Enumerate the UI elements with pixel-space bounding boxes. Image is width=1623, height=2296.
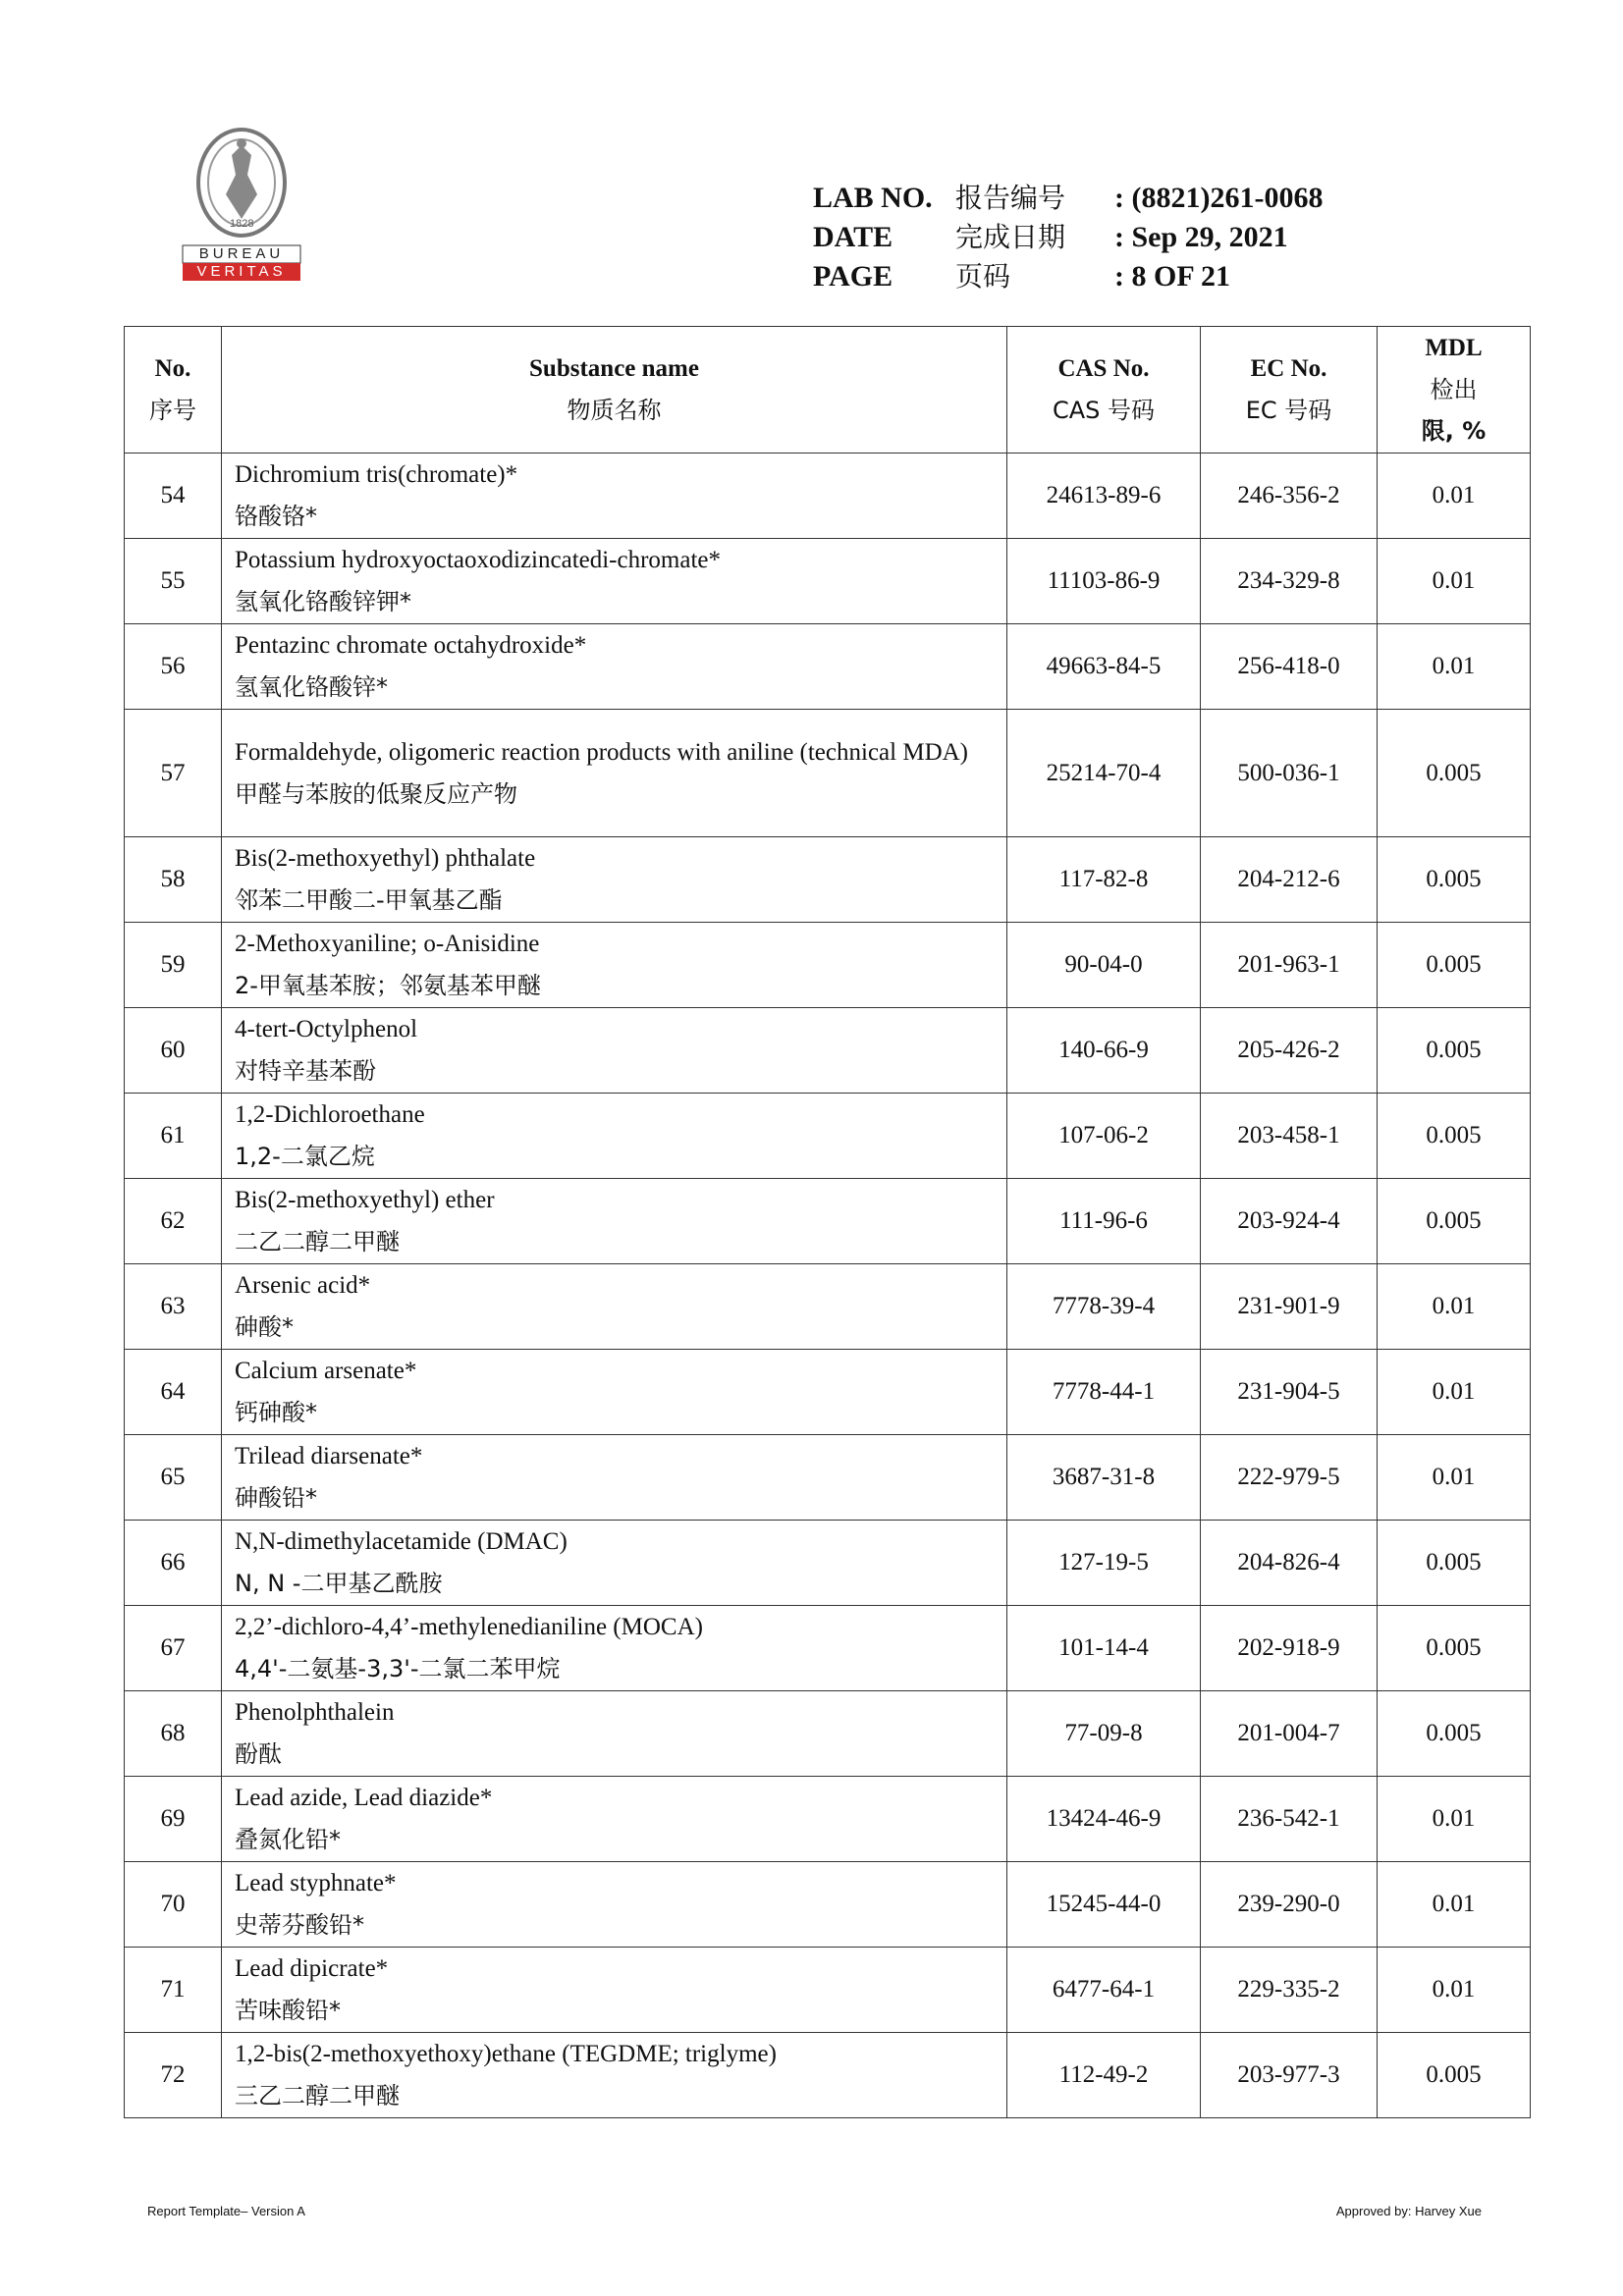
mdl-value: 0.005: [1378, 1606, 1531, 1691]
table-row: [125, 1691, 1531, 1777]
substance-name-en: Bis(2-methoxyethyl) ether: [235, 1187, 495, 1213]
date-row: [813, 218, 1323, 257]
ec-number: 205-426-2: [1201, 1008, 1378, 1094]
table-row: [125, 1350, 1531, 1435]
mdl-value: 0.01: [1378, 1948, 1531, 2033]
ec-number: 203-458-1: [1201, 1094, 1378, 1179]
ec-number: 231-901-9: [1201, 1264, 1378, 1350]
substance-name-cell: [222, 1691, 1007, 1777]
ec-number: 229-335-2: [1201, 1948, 1378, 2033]
substance-name-cell: [222, 1264, 1007, 1350]
cas-number: 140-66-9: [1007, 1008, 1201, 1094]
row-number: 54: [125, 454, 222, 539]
row-number: 61: [125, 1094, 222, 1179]
lab-no-row: [813, 179, 1323, 218]
table-row: [125, 1094, 1531, 1179]
date-value: : Sep 29, 2021: [1114, 221, 1288, 253]
substance-name-en: Potassium hydroxyoctaoxodizincatedi-chromate*: [235, 547, 722, 573]
row-number: 59: [125, 923, 222, 1008]
substance-name-zh: 2-甲氧基苯胺；邻氨基苯甲醚: [235, 972, 541, 999]
substance-name-cell: [222, 1948, 1007, 2033]
substance-name-cell: [222, 1094, 1007, 1179]
substance-name-cell: [222, 539, 1007, 624]
mdl-value: 0.01: [1378, 1862, 1531, 1948]
page-label-zh: 页码: [955, 260, 1011, 293]
date-label: DATE: [813, 221, 893, 253]
lab-no-label-zh: 报告编号: [955, 182, 1066, 214]
row-number: 63: [125, 1264, 222, 1350]
table-row: [125, 1606, 1531, 1691]
row-number: 62: [125, 1179, 222, 1264]
row-number: 70: [125, 1862, 222, 1948]
cas-number: 6477-64-1: [1007, 1948, 1201, 2033]
logo-year: 1828: [230, 218, 254, 230]
ec-number: 231-904-5: [1201, 1350, 1378, 1435]
ec-number: 203-977-3: [1201, 2033, 1378, 2118]
substance-name-cell: [222, 454, 1007, 539]
table-row: [125, 539, 1531, 624]
cas-number: 7778-39-4: [1007, 1264, 1201, 1350]
substance-name-zh: 苦味酸铅*: [235, 1997, 341, 2024]
substance-name-cell: [222, 1008, 1007, 1094]
table-row: [125, 1862, 1531, 1948]
substance-name-en: Lead azide, Lead diazide*: [235, 1785, 493, 1811]
substance-name-cell: [222, 1521, 1007, 1606]
substance-name-cell: [222, 710, 1007, 837]
page-value: : 8 OF 21: [1114, 260, 1231, 293]
mdl-value: 0.005: [1378, 1521, 1531, 1606]
ec-number: 201-004-7: [1201, 1691, 1378, 1777]
row-number: 60: [125, 1008, 222, 1094]
lab-no-value: : (8821)261-0068: [1114, 182, 1324, 214]
header-cas-no: CAS No. CAS 号码: [1007, 327, 1201, 454]
substance-name-zh: 甲醛与苯胺的低聚反应产物: [235, 779, 517, 808]
substance-name-zh: 铬酸铬*: [235, 503, 317, 530]
table-row: [125, 1008, 1531, 1094]
substance-name-en: Pentazinc chromate octahydroxide*: [235, 632, 587, 659]
substance-name-zh: 史蒂芬酸铅*: [235, 1911, 364, 1939]
footer-approved-by: Approved by: Harvey Xue: [1335, 2204, 1482, 2218]
substance-name-en: 1,2-Dichloroethane: [235, 1101, 425, 1128]
cas-number: 15245-44-0: [1007, 1862, 1201, 1948]
substance-name-zh: 1,2-二氯乙烷: [235, 1143, 375, 1170]
header-mdl: MDL 检出 限, %: [1378, 327, 1531, 454]
substance-name-en: N,N-dimethylacetamide (DMAC): [235, 1528, 568, 1555]
ec-number: 246-356-2: [1201, 454, 1378, 539]
cas-number: 13424-46-9: [1007, 1777, 1201, 1862]
ec-number: 234-329-8: [1201, 539, 1378, 624]
ec-number: 500-036-1: [1201, 710, 1378, 837]
substance-name-cell: [222, 1777, 1007, 1862]
date-label-zh: 完成日期: [955, 221, 1066, 253]
substance-name-en: Formaldehyde, oligomeric reaction products with aniline (technical MDA): [235, 738, 968, 766]
header-substance-name: Substance name 物质名称: [222, 327, 1007, 454]
ec-number: 203-924-4: [1201, 1179, 1378, 1264]
substance-name-zh: 氢氧化铬酸锌钾*: [235, 588, 411, 615]
page-row: [813, 257, 1323, 296]
ec-number: 201-963-1: [1201, 923, 1378, 1008]
cas-number: 127-19-5: [1007, 1521, 1201, 1606]
page-label: PAGE: [813, 260, 893, 293]
substance-name-cell: [222, 2033, 1007, 2118]
header-ec-no: EC No. EC 号码: [1201, 327, 1378, 454]
substance-name-cell: [222, 837, 1007, 923]
table-row: [125, 1948, 1531, 2033]
ec-number: 204-212-6: [1201, 837, 1378, 923]
substance-name-cell: [222, 1862, 1007, 1948]
row-number: 58: [125, 837, 222, 923]
row-number: 56: [125, 624, 222, 710]
mdl-value: 0.005: [1378, 1008, 1531, 1094]
substance-name-cell: [222, 923, 1007, 1008]
table-row: [125, 1179, 1531, 1264]
substance-name-en: Dichromium tris(chromate)*: [235, 461, 518, 488]
substance-name-en: Calcium arsenate*: [235, 1358, 417, 1384]
logo-word-top: BUREAU: [198, 245, 285, 262]
substance-name-en: Lead styphnate*: [235, 1870, 397, 1896]
mdl-value: 0.01: [1378, 1435, 1531, 1521]
ec-number: 202-918-9: [1201, 1606, 1378, 1691]
cas-number: 3687-31-8: [1007, 1435, 1201, 1521]
cas-number: 117-82-8: [1007, 837, 1201, 923]
substance-name-en: Phenolphthalein: [235, 1699, 395, 1726]
row-number: 57: [125, 710, 222, 837]
mdl-value: 0.005: [1378, 710, 1531, 837]
cas-number: 107-06-2: [1007, 1094, 1201, 1179]
table-row: [125, 1264, 1531, 1350]
substance-name-zh: 氢氧化铬酸锌*: [235, 673, 388, 701]
row-number: 72: [125, 2033, 222, 2118]
substance-name-zh: 二乙二醇二甲醚: [235, 1228, 400, 1255]
table-row: [125, 1777, 1531, 1862]
substance-name-en: 2,2’-dichloro-4,4’-methylenedianiline (MOCA): [235, 1614, 703, 1640]
mdl-value: 0.01: [1378, 1777, 1531, 1862]
substance-name-cell: [222, 1350, 1007, 1435]
mdl-value: 0.005: [1378, 1691, 1531, 1777]
mdl-value: 0.01: [1378, 539, 1531, 624]
cas-number: 25214-70-4: [1007, 710, 1201, 837]
table-row: [125, 710, 1531, 837]
row-number: 68: [125, 1691, 222, 1777]
table-row: [125, 454, 1531, 539]
table-row: [125, 2033, 1531, 2118]
table-row: [125, 1521, 1531, 1606]
row-number: 65: [125, 1435, 222, 1521]
substance-name-zh: 邻苯二甲酸二-甲氧基乙酯: [235, 886, 503, 914]
substance-name-cell: [222, 1606, 1007, 1691]
cas-number: 11103-86-9: [1007, 539, 1201, 624]
cas-number: 111-96-6: [1007, 1179, 1201, 1264]
mdl-value: 0.005: [1378, 1179, 1531, 1264]
substance-name-zh: 叠氮化铅*: [235, 1826, 341, 1853]
substance-name-cell: [222, 624, 1007, 710]
mdl-value: 0.005: [1378, 2033, 1531, 2118]
substance-name-en: 2-Methoxyaniline; o-Anisidine: [235, 931, 540, 957]
substance-name-cell: [222, 1435, 1007, 1521]
footer-template-version: Report Template– Version A: [147, 2204, 305, 2218]
mdl-value: 0.005: [1378, 923, 1531, 1008]
substance-name-zh: N, N -二甲基乙酰胺: [235, 1570, 443, 1597]
bureau-veritas-logo: [175, 126, 308, 285]
substance-name-en: Bis(2-methoxyethyl) phthalate: [235, 845, 536, 872]
lab-no-label: LAB NO.: [813, 182, 933, 214]
substance-name-en: 4-tert-Octylphenol: [235, 1016, 418, 1042]
ec-number: 204-826-4: [1201, 1521, 1378, 1606]
mdl-value: 0.01: [1378, 1264, 1531, 1350]
report-header: [813, 179, 1323, 296]
cas-number: 90-04-0: [1007, 923, 1201, 1008]
row-number: 67: [125, 1606, 222, 1691]
substance-name-en: 1,2-bis(2-methoxyethoxy)ethane (TEGDME; triglyme): [235, 2041, 777, 2067]
substance-name-en: Arsenic acid*: [235, 1272, 371, 1299]
substance-name-zh: 酚酞: [235, 1740, 282, 1768]
row-number: 55: [125, 539, 222, 624]
substance-name-cell: [222, 1179, 1007, 1264]
substance-name-en: Trilead diarsenate*: [235, 1443, 423, 1469]
table-header-row: [125, 327, 1531, 454]
cas-number: 77-09-8: [1007, 1691, 1201, 1777]
row-number: 71: [125, 1948, 222, 2033]
cas-number: 101-14-4: [1007, 1606, 1201, 1691]
header-no: No. 序号: [125, 327, 222, 454]
table-row: [125, 1435, 1531, 1521]
substance-table: [124, 326, 1531, 2118]
ec-number: 236-542-1: [1201, 1777, 1378, 1862]
substance-name-en: Lead dipicrate*: [235, 1955, 389, 1982]
logo-word-bottom: VERITAS: [196, 263, 287, 280]
table-row: [125, 923, 1531, 1008]
table-row: [125, 624, 1531, 710]
mdl-value: 0.01: [1378, 454, 1531, 539]
mdl-value: 0.005: [1378, 1094, 1531, 1179]
row-number: 69: [125, 1777, 222, 1862]
ec-number: 239-290-0: [1201, 1862, 1378, 1948]
table-row: [125, 837, 1531, 923]
substance-name-zh: 砷酸铅*: [235, 1484, 317, 1512]
substance-name-zh: 4,4'-二氨基-3,3'-二氯二苯甲烷: [235, 1655, 561, 1682]
substance-name-zh: 砷酸*: [235, 1313, 294, 1341]
row-number: 64: [125, 1350, 222, 1435]
substance-name-zh: 三乙二醇二甲醚: [235, 2082, 400, 2109]
substance-name-zh: 钙砷酸*: [235, 1399, 317, 1426]
mdl-value: 0.005: [1378, 837, 1531, 923]
substance-name-zh: 对特辛基苯酚: [235, 1057, 376, 1085]
cas-number: 112-49-2: [1007, 2033, 1201, 2118]
ec-number: 256-418-0: [1201, 624, 1378, 710]
mdl-value: 0.01: [1378, 624, 1531, 710]
cas-number: 49663-84-5: [1007, 624, 1201, 710]
cas-number: 24613-89-6: [1007, 454, 1201, 539]
mdl-value: 0.01: [1378, 1350, 1531, 1435]
cas-number: 7778-44-1: [1007, 1350, 1201, 1435]
row-number: 66: [125, 1521, 222, 1606]
ec-number: 222-979-5: [1201, 1435, 1378, 1521]
